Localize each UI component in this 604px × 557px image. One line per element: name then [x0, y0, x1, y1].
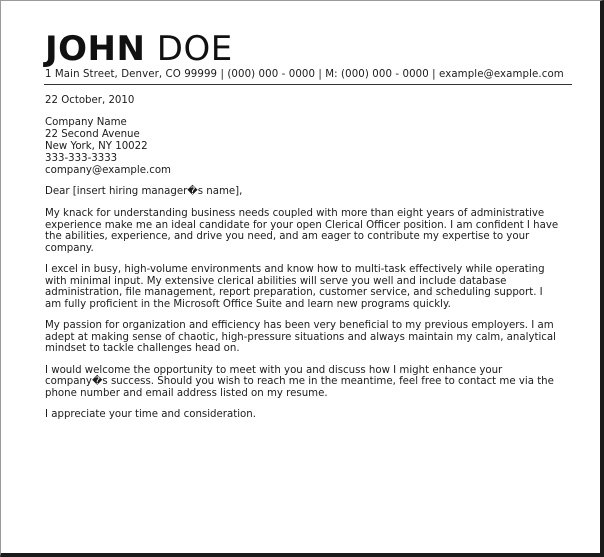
body-paragraph-3: My passion for organization and efficiency has been very beneficial to my previous employers. I am adept at making sense of chaotic, high-pressure situations and always maintain my calm, analytical mindset to tackle challenges head on. — [45, 320, 556, 354]
header-divider — [44, 84, 572, 85]
recipient-address — [45, 117, 565, 177]
letter-date: 22 October, 2010 — [45, 95, 135, 106]
salutation: Dear [insert hiring manager�s name], — [45, 186, 243, 197]
contact-line: 1 Main Street, Denver, CO 99999 | (000) 000 - 0000 | M: (000) 000 - 0000 | example@example.com — [45, 69, 564, 80]
body-paragraph-4: I would welcome the opportunity to meet with you and discuss how I might enhance your company�s success. Should you wish to reach me in the meantime, feel free to contact me via the phone number and email address listed on my resume. — [45, 364, 554, 399]
recipient-company: Company Name — [45, 117, 127, 128]
letterhead-name — [45, 30, 565, 68]
body-paragraph-2: I excel in busy, high-volume environments and know how to multi-task effectively while operating with minimal input. My extensive clerical abilities will serve you well and include database administration, file management, report preparation, customer service, and scheduling support. I am fully proficient in the Microsoft Office Suite and learn new programs quickly. — [45, 264, 545, 310]
first-name: JOHN — [45, 29, 146, 69]
recipient-street: 22 Second Avenue — [45, 129, 140, 140]
recipient-city: New York, NY 10022 — [45, 141, 148, 152]
closing-paragraph: I appreciate your time and consideration. — [45, 409, 256, 420]
recipient-email: company@example.com — [45, 165, 171, 176]
recipient-phone: 333-333-3333 — [45, 153, 118, 164]
body-paragraph-1: My knack for understanding business needs coupled with more than eight years of administrative experience make me an ideal candidate for your open Clerical Officer position. I am confident I have the abilities, experience, and drive you need, and am eager to contribute my expertise to your company. — [45, 208, 559, 254]
last-name: DOE — [156, 29, 233, 69]
cover-letter — [45, 30, 565, 421]
